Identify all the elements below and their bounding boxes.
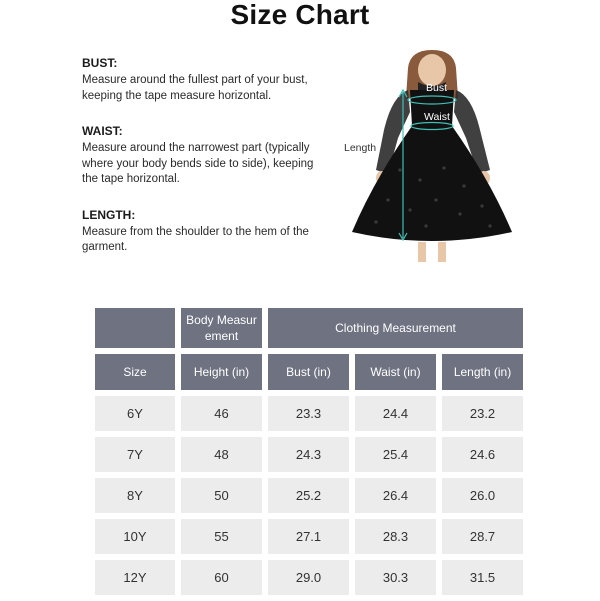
- length-column-header: Length (in): [442, 354, 523, 390]
- bust-guide: [82, 56, 332, 104]
- waist-guide: [82, 124, 332, 188]
- measurement-guide: [82, 56, 332, 276]
- height-column-header: Height (in): [181, 354, 262, 390]
- size-column-header: Size: [95, 354, 175, 390]
- length-cell: 26.0: [442, 478, 523, 513]
- bust-cell: 24.3: [268, 437, 349, 472]
- size-cell: 10Y: [95, 519, 175, 554]
- size-cell: 8Y: [95, 478, 175, 513]
- table-row: [95, 478, 523, 513]
- size-cell: 7Y: [95, 437, 175, 472]
- waist-cell: 24.4: [355, 396, 436, 431]
- waist-cell: 30.3: [355, 560, 436, 595]
- height-cell: 46: [181, 396, 262, 431]
- table-row: [95, 396, 523, 431]
- size-cell: 12Y: [95, 560, 175, 595]
- waist-description: Measure around the narrowest part (typically where your body bends side to side), keeping the tape horizontal.: [82, 142, 314, 185]
- bust-cell: 29.0: [268, 560, 349, 595]
- body-measurement-header: Body Measurement: [181, 308, 262, 348]
- group-header-row: [95, 308, 523, 348]
- bust-cell: 27.1: [268, 519, 349, 554]
- length-label: Length: [344, 142, 377, 154]
- waist-cell: 26.4: [355, 478, 436, 513]
- waist-heading: WAIST:: [82, 124, 123, 138]
- bust-description: Measure around the fullest part of your bust, keeping the tape measure horizontal.: [82, 74, 308, 102]
- length-cell: 23.2: [442, 396, 523, 431]
- right-leg: [438, 242, 446, 262]
- length-guide: [82, 208, 332, 256]
- table-row: [95, 560, 523, 595]
- bust-cell: 23.3: [268, 396, 349, 431]
- waist-cell: 28.3: [355, 519, 436, 554]
- empty-header-cell: [95, 308, 175, 348]
- table-row: [95, 519, 523, 554]
- column-header-row: [95, 354, 523, 390]
- waist-cell: 25.4: [355, 437, 436, 472]
- table-row: [95, 437, 523, 472]
- bust-cell: 25.2: [268, 478, 349, 513]
- height-cell: 48: [181, 437, 262, 472]
- length-description: Measure from the shoulder to the hem of the garment.: [82, 225, 309, 253]
- bust-heading: BUST:: [82, 56, 118, 70]
- bust-column-header: Bust (in): [268, 354, 349, 390]
- size-cell: 6Y: [95, 396, 175, 431]
- waist-label: Waist: [424, 111, 450, 123]
- height-cell: 55: [181, 519, 262, 554]
- size-chart-table: [89, 302, 529, 601]
- height-cell: 60: [181, 560, 262, 595]
- length-cell: 28.7: [442, 519, 523, 554]
- height-cell: 50: [181, 478, 262, 513]
- dress-model-figure: [340, 50, 530, 265]
- page-title: Size Chart: [230, 0, 370, 30]
- length-cell: 31.5: [442, 560, 523, 595]
- clothing-measurement-header: Clothing Measurement: [268, 308, 523, 348]
- waist-column-header: Waist (in): [355, 354, 436, 390]
- bust-label: Bust: [426, 82, 448, 94]
- left-leg: [418, 242, 426, 262]
- length-cell: 24.6: [442, 437, 523, 472]
- length-heading: LENGTH:: [82, 207, 136, 222]
